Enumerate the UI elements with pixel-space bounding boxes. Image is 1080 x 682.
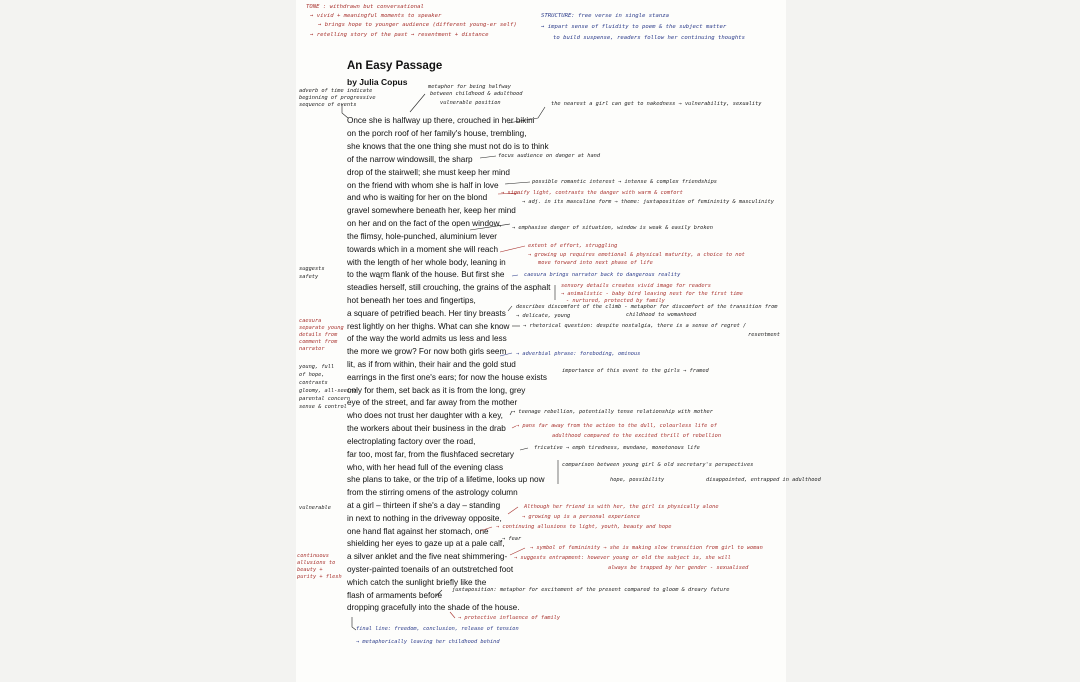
margin-note: allusions to [297, 560, 336, 566]
margin-note: vulnerable position [440, 100, 501, 106]
poem-line: far too, most far, from the flushfaced secretary [347, 450, 515, 459]
poem-line: of the narrow windowsill, the sharp [347, 155, 473, 164]
poem-line: who, with her head full of the evening class [347, 463, 504, 472]
poem-line: on the porch roof of her family's house, trembling, [347, 129, 527, 138]
margin-note: childhood to womanhood [626, 312, 697, 318]
poem-line: hot beneath her toes and fingertips, [347, 296, 476, 305]
poem-line: the more we grow? For now both girls seem [347, 347, 507, 356]
margin-note: - nurtured, protected by family [566, 298, 665, 304]
margin-note: → signify light, contrasts the danger with warm & comfort [501, 190, 683, 196]
margin-note: sequence of events [299, 102, 357, 108]
poem-line: from the stirring omens of the astrology column [347, 488, 518, 497]
poem-line: flash of armaments before [347, 591, 443, 600]
poem-author: by Julia Copus [347, 77, 408, 87]
poem-line: a square of petrified beach. Her tiny breasts [347, 309, 506, 318]
tone-line: → retelling story of the past → resentment + distance [310, 32, 489, 38]
margin-note: contrasts [299, 380, 328, 386]
margin-note: details from [299, 332, 338, 338]
margin-note: → growing up is a personal experience [522, 514, 640, 520]
margin-note: caesura brings narrator back to dangerous reality [524, 272, 681, 278]
margin-note: caesura [299, 318, 322, 324]
poem-line: one hand flat against her stomach, one [347, 527, 489, 536]
margin-note: disappointed, entrapped in adulthood [706, 477, 821, 483]
poem-line: she knows that the one thing she must not do is to think [347, 142, 549, 151]
poem-line: with the length of her whole body, leaning in [347, 258, 506, 267]
margin-note: adverb of time indicate [299, 88, 373, 94]
structure-line: → impart sense of fluidity to poem & the subject matter [541, 24, 727, 30]
structure-line: STRUCTURE: free verse in single stanza [541, 13, 669, 19]
margin-note: resentment [748, 332, 780, 338]
margin-note: → teenage rebellion, potentially tense relationship with mother [512, 409, 713, 415]
margin-note: → pans far away from the action to the dull, colourless life of [516, 423, 717, 429]
poem-line: on the friend with whom she is half in love [347, 181, 499, 190]
poem-line: lit, as if from within, their hair and the gold stud [347, 360, 516, 369]
margin-note: → suggests entrapment: however young or old the subject is, she will [514, 555, 731, 561]
poem-line: who does not trust her daughter with a key, [347, 411, 503, 420]
margin-note: between childhood & adulthood [430, 91, 523, 97]
margin-note: beginning of progressive [299, 95, 376, 101]
margin-note: beauty + [297, 567, 323, 573]
margin-note: → animalistic - baby bird leaving nest for the first time [561, 291, 743, 297]
margin-note: → delicate, young [516, 313, 571, 319]
margin-note: sense & control [299, 404, 347, 410]
poem-line: gravel somewhere beneath her, keep her mind [347, 206, 516, 215]
margin-note: gloomy, all-seeing [299, 388, 357, 394]
poem-line: towards which in a moment she will reach [347, 245, 499, 254]
margin-note: → protective influence of family [458, 615, 561, 621]
poem-line: dropping gracefully into the shade of the house. [347, 603, 520, 612]
poem-line: oyster-painted toenails of an outstretched foot [347, 565, 514, 574]
margin-note: comment from [299, 339, 338, 345]
margin-note: → adverbial phrase: foreboding, ominous [516, 351, 641, 357]
margin-note: → metaphorically leaving her childhood behind [356, 639, 500, 645]
margin-note: possible romantic interest → intense & complex friendships [532, 179, 717, 185]
margin-note: final line: freedom, conclusion, release of tension [356, 626, 519, 632]
margin-note: suggests [299, 266, 325, 272]
margin-note: → continuing allusions to light, youth, beauty and hope [496, 524, 672, 530]
margin-note: vulnerable [299, 505, 331, 511]
margin-note: adulthood compared to the excited thrill of rebellion [552, 433, 722, 439]
margin-note: continuous [297, 553, 329, 559]
margin-note: → growing up requires emotional & physical maturity, a choice to not [528, 252, 745, 258]
margin-note: comparison between young girl & old secretary's perspectives [562, 462, 754, 468]
poem-line: and who is waiting for her on the blond [347, 193, 488, 202]
poem-line: steadies herself, still crouching, the grains of the asphalt [347, 283, 551, 292]
tone-line: TONE : withdrawn but conversational [306, 4, 424, 10]
margin-note: move forward into next phase of life [538, 260, 653, 266]
margin-note: the nearest a girl can get to nakedness → vulnerability, sexuality [551, 101, 762, 107]
margin-note: → rhetorical question: despite nostalgia, there is a sense of regret / [523, 323, 747, 329]
margin-note: → emphasise danger of situation, window is weak & easily broken [512, 225, 713, 231]
tone-line: → brings hope to younger audience (different young-er self) [318, 22, 517, 28]
margin-note: parental concern [299, 396, 351, 402]
poem-line: a silver anklet and the five neat shimmering- [347, 552, 508, 561]
margin-note: → fear [502, 536, 522, 542]
margin-note: → adj. in its masculine form → theme: juxtaposition of femininity & masculinity [522, 199, 774, 205]
margin-note: focus audience on danger at hand [498, 153, 601, 159]
poem-line: to the warm flank of the house. But first she [347, 270, 505, 279]
poem-line: rest lightly on her thighs. What can she know [347, 322, 510, 331]
poem-line: only for them, set back as it is from the long, grey [347, 386, 526, 395]
margin-note: metaphor for being halfway [428, 84, 511, 90]
poem-line: shielding her eyes to gaze up at a pale calf, [347, 539, 505, 548]
poem-line: eye of the street, and far away from the mother [347, 398, 518, 407]
poem-line: drop of the stairwell; she must keep her mind [347, 168, 510, 177]
poem-line: at a girl – thirteen if she's a day – standing [347, 501, 501, 510]
margin-note: narrator [299, 346, 325, 352]
margin-note: juxtaposition: metaphor for excitement of the present compared to gloom & dreary future [452, 587, 730, 593]
margin-note: fricative → emph tiredness, mundane, monotonous life [534, 445, 700, 451]
poem-line: in next to nothing in the driveway opposite, [347, 514, 502, 523]
poem-line: electroplating factory over the road, [347, 437, 476, 446]
poem-line: she plans to take, or the trip of a lifetime, looks up now [347, 475, 545, 484]
poem-line: Once she is halfway up there, crouched in her bikini [347, 116, 535, 125]
poem-line: the workers about their business in the drab [347, 424, 506, 433]
poem-line: the flimsy, hole-punched, aluminium lever [347, 232, 498, 241]
margin-note: describes discomfort of the climb - metaphor for discomfort of the transition from [516, 304, 778, 310]
margin-note: safety [299, 274, 319, 280]
margin-note: separate young [299, 325, 344, 331]
margin-note: → symbol of femininity → she is making slow transition from girl to woman [530, 545, 763, 551]
margin-note: purity + flesh [297, 574, 342, 580]
margin-note: hope, possibility [610, 477, 665, 483]
tone-line: → vivid + meaningful moments to speaker [310, 13, 442, 19]
margin-note: extent of effort, struggling [528, 243, 618, 249]
margin-note: Although her friend is with her, the girl is physically alone [524, 504, 719, 510]
poem-line: on her and on the fact of the open window, [347, 219, 502, 228]
poem-line: of the way the world admits us less and less [347, 334, 507, 343]
poem-line: earrings in the first one's ears; for now the house exists [347, 373, 547, 382]
margin-note: young, full [299, 364, 335, 370]
margin-note: importance of this event to the girls → framed [562, 368, 709, 374]
poem-title: An Easy Passage [347, 60, 443, 72]
margin-note: of hope, [299, 372, 325, 378]
structure-line: to build suspense, readers follow her continuing thoughts [553, 35, 745, 41]
margin-note: always be trapped by her gender - sexualised [608, 565, 749, 571]
margin-note: sensory details creates vivid image for readers [561, 283, 711, 289]
poem-line: which catch the sunlight briefly like the [347, 578, 487, 587]
